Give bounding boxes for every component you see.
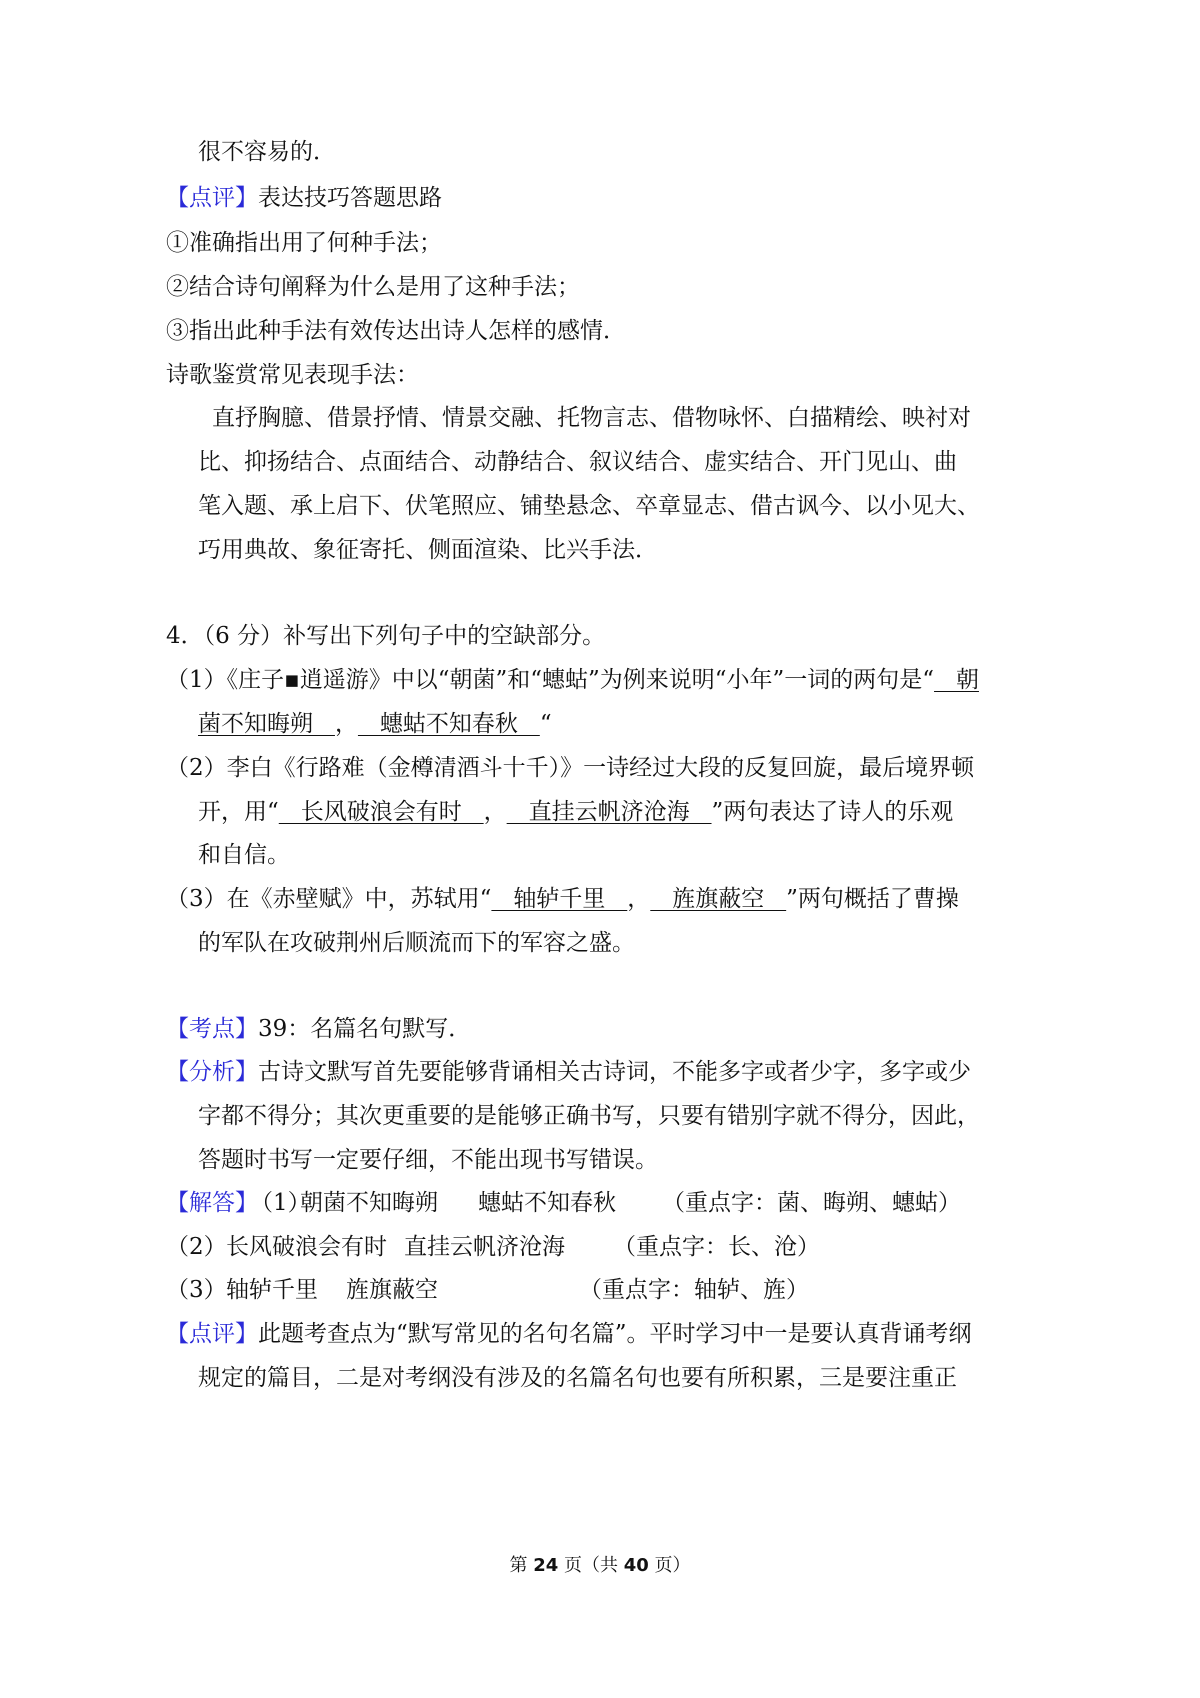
review-tag: 【点评】 — [166, 185, 258, 211]
answer-b: 旌旗蔽空 — [346, 1277, 438, 1303]
q2-start: 开，用“ — [198, 799, 279, 825]
techniques-line: 巧用典故、象征寄托、侧面渲染、比兴手法． — [198, 537, 658, 563]
q3-line1 — [166, 884, 959, 914]
footer-mid: 页（共 — [564, 1555, 618, 1576]
q2-blank-2: 直挂云帆济沧海 — [506, 799, 712, 825]
q2-line1: （2）李白《行路难（金樽清酒斗十千）》一诗经过大段的反复回旋，最后境界顿 — [166, 755, 975, 781]
techniques-line: 笔入题、承上启下、伏笔照应、铺垫悬念、卒章显志、借古讽今、以小见大、 — [198, 493, 980, 519]
q2-blank-1: 长风破浪会有时 — [278, 799, 484, 825]
question-header: 4．（6 分）补写出下列句子中的空缺部分。 — [166, 623, 606, 649]
step-1: ①准确指出用了何种手法； — [166, 230, 442, 256]
techniques-line: 直抒胸臆、借景抒情、情景交融、托物言志、借物咏怀、白描精绘、映衬对 — [212, 405, 971, 431]
q1-blank-start: 朝 — [934, 667, 979, 693]
fenxi-line: 答题时书写一定要仔细，不能出现书写错误。 — [198, 1147, 658, 1173]
kaodian-tag: 【考点】 — [166, 1016, 258, 1042]
answer-num: （1） — [250, 1190, 311, 1216]
q3-blank-2: 旌旗蔽空 — [650, 886, 787, 912]
answer-row — [166, 1188, 258, 1218]
answer-b: 蟪蛄不知春秋 — [478, 1190, 616, 1216]
q3-line2: 的军队在攻破荆州后顺流而下的军容之盛。 — [198, 930, 635, 956]
review-title: 表达技巧答题思路 — [258, 185, 442, 211]
fenxi-line: 字都不得分；其次更重要的是能够正确书写，只要有错别字就不得分，因此， — [198, 1103, 980, 1129]
q2-end: ”两句表达了诗人的乐观 — [711, 799, 954, 825]
q1-separator: ， — [334, 711, 358, 737]
q2-line2 — [198, 797, 953, 827]
kaodian-text: 39：名篇名句默写． — [258, 1016, 472, 1042]
answer-a: 长风破浪会有时 — [226, 1234, 387, 1260]
dianping-line: 此题考查点为“默写常见的名句名篇”。平时学习中一是要认真背诵考纲 — [258, 1321, 972, 1347]
q1-blank-1: 菌不知晦朔 — [198, 711, 335, 737]
answer-key: （重点字：长、沧） — [613, 1234, 820, 1260]
q1-line1 — [166, 665, 979, 695]
q2-line3: 和自信。 — [198, 842, 290, 868]
q2-separator: ， — [483, 799, 507, 825]
page-total: 40 — [623, 1555, 649, 1576]
fenxi-paragraph — [166, 1057, 971, 1087]
kaodian-paragraph — [166, 1014, 471, 1044]
q3-end: ”两句概括了曹操 — [786, 886, 959, 912]
q3-start: （3）在《赤壁赋》中，苏轼用“ — [166, 886, 492, 912]
footer-post: 页） — [654, 1555, 691, 1576]
techniques-line: 比、抑扬结合、点面结合、动静结合、叙议结合、虚实结合、开门见山、曲 — [198, 449, 957, 475]
answer-key: （重点字：轴轳、旌） — [579, 1277, 809, 1303]
review-paragraph — [166, 183, 442, 213]
q1-line2 — [198, 709, 552, 739]
answer-num: （2） — [166, 1234, 227, 1260]
jieda-tag: 【解答】 — [166, 1190, 258, 1216]
fenxi-line: 古诗文默写首先要能够背诵相关古诗词，不能多字或者少字，多字或少 — [258, 1059, 971, 1085]
step-2: ②结合诗句阐释为什么是用了这种手法； — [166, 274, 580, 300]
techniques-label: 诗歌鉴赏常见表现手法： — [166, 362, 419, 388]
q1-text: （1）《庄子▪逍遥游》中以“朝菌”和“蟪蛄”为例来说明“小年”一词的两句是“ — [166, 667, 935, 693]
q3-separator: ， — [627, 886, 651, 912]
page-number: 24 — [533, 1555, 559, 1576]
answer-a: 朝菌不知晦朔 — [300, 1190, 438, 1216]
dianping-paragraph — [166, 1319, 972, 1349]
answer-num: （3） — [166, 1277, 227, 1303]
page-footer — [0, 1551, 1200, 1577]
footer-pre: 第 — [509, 1555, 528, 1576]
fenxi-tag: 【分析】 — [166, 1059, 258, 1085]
answer-key: （重点字：菌、晦朔、蟪蛄） — [662, 1190, 961, 1216]
continuation-text: 很不容易的． — [198, 139, 336, 165]
dianping-line: 规定的篇目，二是对考纲没有涉及的名篇名句也要有所积累，三是要注重正 — [198, 1365, 957, 1391]
q1-blank-2: 蟪蛄不知春秋 — [357, 711, 540, 737]
answer-a: 轴轳千里 — [226, 1277, 318, 1303]
q3-blank-1: 轴轳千里 — [491, 886, 628, 912]
answer-b: 直挂云帆济沧海 — [404, 1234, 565, 1260]
step-3: ③指出此种手法有效传达出诗人怎样的感情． — [166, 318, 626, 344]
q1-end: “ — [539, 711, 552, 737]
dianping-tag: 【点评】 — [166, 1321, 258, 1347]
